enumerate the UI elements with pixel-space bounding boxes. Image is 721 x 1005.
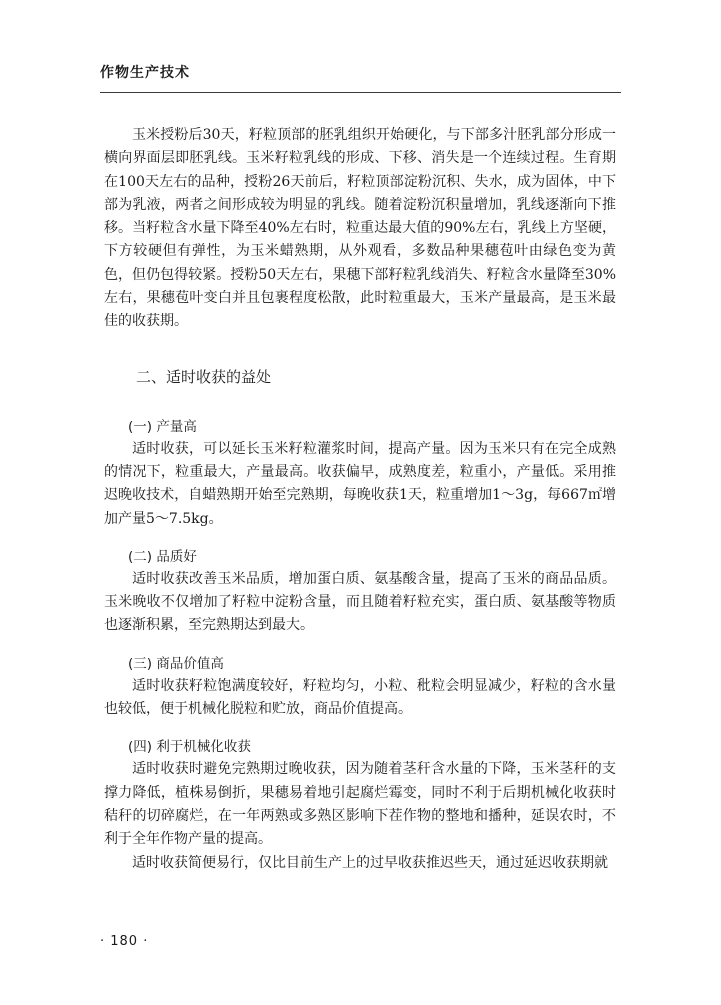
subheading-good-quality: (二) 品质好 bbox=[128, 548, 197, 565]
page-body bbox=[104, 124, 616, 875]
paragraph-milk-line: 玉米授粉后30天，籽粒顶部的胚乳组织开始硬化，与下部多汁胚乳部分形成一横向界面层即胚乳线。玉米籽粒乳线的形成、下移、消失是一个连续过程。生育期在100天左右的品种，授粉26天前后，籽粒顶部淀粉沉积、失水，成为固体，中下部为乳液，两者之间形成较为明显的乳线。随着淀粉沉积量增加，乳线逐渐向下推移。当籽粒含水量下降至40%左右时，粒重达最大值的90%左右，乳线上方坚硬，下方较硬但有弹性，为玉米蜡熟期，从外观看，多数品种果穗苞叶由绿色变为黄色，但仍包得较紧。授粉50天左右，果穗下部籽粒乳线消失、籽粒含水量降至30%左右，果穗苞叶变白并且包裹程度松散，此时粒重最大，玉米产量最高，是玉米最佳的收获期。 bbox=[104, 127, 616, 330]
paragraph-good-quality: 适时收获改善玉米品质，增加蛋白质、氨基酸含量，提高了玉米的商品品质。玉米晚收不仅增加了籽粒中淀粉含量，而且随着籽粒充实，蛋白质、氨基酸等物质也逐渐积累，至完熟期达到最大。 bbox=[104, 570, 616, 634]
header-rule bbox=[100, 92, 621, 93]
paragraph-simple-practice: 适时收获简便易行，仅比目前生产上的过早收获推迟些天，通过延迟收获期就 bbox=[132, 854, 608, 871]
section-heading-benefits: 二、适时收获的益处 bbox=[136, 367, 272, 386]
paragraph-commercial-value: 适时收获籽粒饱满度较好，籽粒均匀，小粒、秕粒会明显减少，籽粒的含水量也较低，便于机械化脱粒和贮放，商品价值提高。 bbox=[104, 677, 616, 718]
paragraph-mechanization: 适时收获时避免完熟期过晚收获，因为随着茎秆含水量的下降，玉米茎秆的支撑力降低，植株易倒折，果穗易着地引起腐烂霉变，同时不利于后期机械化收获时秸秆的切碎腐烂，在一年两熟或多熟区影响下茬作物的整地和播种，延误农时，不利于全年作物产量的提高。 bbox=[104, 761, 616, 848]
subheading-high-yield: (一) 产量高 bbox=[128, 418, 197, 435]
page-number: · 180 · bbox=[100, 934, 149, 949]
subheading-commercial-value: (三) 商品价值高 bbox=[128, 655, 224, 672]
subheading-mechanization: (四) 利于机械化收获 bbox=[128, 739, 251, 756]
running-header: 作物生产技术 bbox=[100, 65, 190, 81]
paragraph-high-yield: 适时收获，可以延长玉米籽粒灌浆时间，提高产量。因为玉米只有在完全成熟的情况下，粒重最大，产量最高。收获偏早，成熟度差，粒重小，产量低。采用推迟晚收技术，自蜡熟期开始至完熟期，每晚收获1天，粒重增加1～3g，每667㎡增加产量5～7.5kg。 bbox=[104, 440, 616, 527]
